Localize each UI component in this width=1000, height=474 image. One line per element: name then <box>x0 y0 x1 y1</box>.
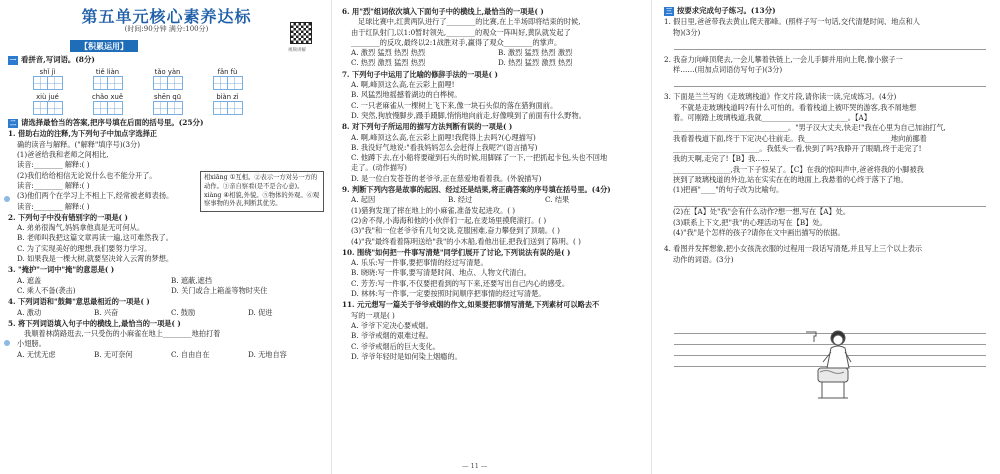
question-10: 10. 围绕"如何把一件事写清楚"同学们展开了讨论,下列说法有误的是( ) <box>342 247 571 257</box>
answer-line[interactable] <box>674 75 986 87</box>
left-column <box>0 0 332 474</box>
option[interactable]: A. 激烈 猛烈 热烈 热烈 <box>351 48 426 58</box>
option[interactable]: B. 晓晓:写一件事,要写清楚时间、地点、人物文代清白。 <box>351 268 531 278</box>
options-row <box>8 276 325 286</box>
option[interactable]: C. 芳芳:写一件事,不仅要把看到的写下来,还要写出自己内心的感受。 <box>351 278 570 288</box>
question-2: 2. 下列句子中没有错别字的一项是( ) <box>8 212 128 222</box>
question-text: 小翅膀。 <box>17 339 46 349</box>
section-1-header: 一 看拼音,写词语。(8分) <box>9 54 95 64</box>
option[interactable]: C. 热烈 激烈 猛烈 热烈 <box>351 58 426 68</box>
sentence-question-3: 3. 下面是兰兰写的《走玻璃栈道》作文片段,请你读一读,完成练习。(4分) <box>664 92 897 102</box>
pinyin-item: biàn zì <box>200 92 255 115</box>
options-row <box>342 195 645 205</box>
option[interactable]: A. 弟弟很淘气,妈妈拿他真是无可何从。 <box>17 223 145 233</box>
option[interactable]: A. 乐乐:写一件事,要把事情的经过写清楚。 <box>351 258 488 268</box>
option[interactable]: D. 促进 <box>248 307 273 317</box>
washbasin-icon <box>818 368 848 382</box>
options-row <box>8 308 325 318</box>
passage-line: 着。可刚踏上玻璃栈道,我就________________________。【A】 <box>673 113 871 123</box>
section-number-icon: 三 <box>665 6 673 15</box>
option[interactable]: B. 爷爷戒烟的艰难过程。 <box>351 331 433 341</box>
sub-question: (2)在【A】处"我"会有什么动作?想一想,写在【A】处。 <box>673 207 851 217</box>
answer-line[interactable] <box>674 195 986 207</box>
writing-grid[interactable] <box>20 76 75 90</box>
option[interactable]: B. 激烈 猛烈 热烈 激烈 <box>498 48 573 58</box>
sub-question: (4)"我"是个怎样的孩子?请你在文中画出描写的依据。 <box>673 228 845 238</box>
question-7: 7. 下列句子中运用了比喻的修辞手法的一项是( ) <box>342 69 498 79</box>
passage-line: 我的天啊,走完了!【B】我…… <box>673 154 770 164</box>
sentence-question-2: 2. 我奋力向峰顶爬去,一会儿攀着铁链上,一会儿手脚并用向上爬,像小猴子一 <box>664 54 903 64</box>
section-banner: 【积累运用】 <box>70 40 138 52</box>
section-2-header: 二 请选择最恰当的答案,把序号填在后面的括号里。(25分) <box>9 118 204 128</box>
section-number-icon: 一 <box>9 55 17 64</box>
options-row <box>8 350 325 360</box>
question-6: 6. 用"烈"组词依次填入下面句子中的横线上,最恰当的一项是( ) <box>342 7 544 16</box>
sentence-question-1: 1. 假日里,爸爸带我去黄山,爬天都峰。(照样子写一句话,交代清楚时间、地点和人 <box>664 17 920 27</box>
option[interactable]: A. 无忧无虑 <box>17 349 56 359</box>
question-text: 写的一项是( ) <box>351 310 395 320</box>
options-row <box>342 48 645 58</box>
option[interactable]: B. 兴奋 <box>94 307 119 317</box>
options-row <box>8 286 325 296</box>
question-text: 我顺着林荫路逛去,一只受伤的小麻雀在地上________地拍打着 <box>24 329 221 339</box>
answer-blank[interactable]: (2)舍不得,小海海和他的小伙伴们一起,在麦场里摸爬滚打。( ) <box>351 215 547 225</box>
option[interactable]: C. 一只老麻雀从一棵树上飞下来,像一块石头似的落在猎狗面前。 <box>351 100 558 110</box>
answer-line[interactable] <box>674 38 986 50</box>
pinyin-item: shēn qū <box>140 92 195 115</box>
question-text: 足球比赛中,红黄两队进行了________的比赛,在上半场即将结束的时候, <box>358 17 581 27</box>
section-number-icon: 二 <box>9 118 17 127</box>
option: A. 起因 <box>351 195 376 205</box>
option[interactable]: A. 激动 <box>17 307 42 317</box>
qr-caption: 视频讲解 <box>288 48 306 53</box>
answer-blank[interactable]: (3)"我"和一位老爷爷有几句交谈,克服困难,奋力攀登到了顶端。( ) <box>351 226 560 236</box>
option[interactable]: A. 啊,峰顶这么高,在云彩上面哩! <box>351 80 455 90</box>
page-subtitle: (时间:90分钟 满分:100分) <box>124 25 209 34</box>
option[interactable]: C. 为了实现美好的理想,我们要努力学习。 <box>17 243 152 253</box>
page-title: 第五单元核心素养达标 <box>81 7 252 26</box>
passage-line: 我看着栈道下面,终于下定决心往前走。我________________________地向前挪着 <box>673 133 927 143</box>
option: 走了。(动作描写) <box>351 163 407 173</box>
option[interactable]: B. 遮蔽,遮挡 <box>171 275 212 285</box>
option[interactable]: B. 风猛烈地摇撼着湖边的白桦树。 <box>351 90 462 100</box>
answer-blank[interactable]: (1)猎狗发现了摔在地上的小麻雀,准备发起进攻。( ) <box>351 205 516 215</box>
writing-grid[interactable] <box>200 76 255 90</box>
passage: 不就是走玻璃栈道吗?有什么可怕的。看着栈道上被吓哭的游客,我不屑地想 <box>680 102 917 112</box>
question-11: 11. 元元想写一篇关于爷爷戒烟的作文,如果要把事情写清楚,下列素材可以略去不 <box>342 300 600 310</box>
section-3-header: 三 按要求完成句子练习。(13分) <box>665 6 776 15</box>
option[interactable]: D. 无地自容 <box>248 349 287 359</box>
option[interactable]: D. 热烈 猛烈 激烈 热烈 <box>498 58 573 68</box>
option[interactable]: C. 他蹲下去,在小船将要碰到石头的时候,用脚踩了一下,一把抓起卡包,头也不回地 <box>351 153 608 163</box>
writing-grid[interactable] <box>140 76 195 90</box>
question-text: ________的反攻,最终以2:1战胜对手,赢得了观众________的掌声。 <box>351 37 562 47</box>
question-3: 3. "掩护"一词中"掩"的意思是( ) <box>8 265 115 275</box>
question-5: 5. 将下列词语填入句子中的横线上,最恰当的一项是( ) <box>8 318 181 328</box>
question-9: 9. 判断下列内容是故事的起因、经过还是结果,将正确答案的序号填在括号里。(4分) <box>342 185 611 195</box>
option[interactable]: D. 关门或合上箱盖等物时夹住 <box>171 285 268 295</box>
option: B. 经过 <box>448 195 473 205</box>
options-row <box>342 58 645 68</box>
answer-blank[interactable]: 读音:________ 解释:( ) <box>17 160 90 170</box>
question-8: 8. 对下列句子所运用的描写方法判断有误的一项是( ) <box>342 122 513 132</box>
option[interactable]: B. 老师叫我把这篇文章再读一遍,这可难然我了。 <box>17 233 173 243</box>
sub-question: (3)联系上下文,把"我"的心理活动写在【B】处。 <box>673 217 827 227</box>
option[interactable]: B. 我没好气地说:"看我妈妈怎么会赶得上我呢?"(语言描写) <box>351 142 538 152</box>
sentence-question-4: 4. 看图并发挥想象,把小女孩洗衣服的过程用一段话写清楚,并且写上三个以上表示 <box>664 244 923 254</box>
passage-line: ________________,我一下子惊呆了。【C】在我的惊叫声中,爸爸将我的小脚被我 <box>673 164 924 174</box>
writing-grid[interactable] <box>200 101 255 115</box>
option[interactable]: C. 乘人不备(袭击) <box>17 285 76 295</box>
answer-blank[interactable]: (4)"我"最终看着陈明送给"我"的小木船,看他出征,把我们送到了陈明。( ) <box>351 236 581 246</box>
option[interactable]: C. 鼓励 <box>171 307 196 317</box>
answer-blank[interactable]: 读音:________ 解释:( ) <box>17 180 90 190</box>
pinyin-row-2 <box>20 92 325 115</box>
question-4: 4. 下列词语和"鼓舞"意思最相近的一项是( ) <box>8 297 150 307</box>
option[interactable]: A. 遮盖 <box>17 275 42 285</box>
qr-code-icon[interactable] <box>290 22 312 44</box>
middle-column <box>334 0 652 474</box>
passage-line: ________________________________。"男子汉大丈夫,快走!"我在心里为自己加油打气, <box>673 123 946 133</box>
option[interactable]: D. 如果我是一棵大树,就要坚决耸入云霄的梦想。 <box>17 254 174 264</box>
pinyin-item: chǎo xuě <box>80 92 135 115</box>
pinyin-item: xiù jué <box>20 92 75 115</box>
writing-grid[interactable] <box>80 101 135 115</box>
faucet-icon <box>806 332 816 342</box>
option[interactable]: D. 爷爷年轻时是如何染上烟瘾的。 <box>351 351 462 361</box>
right-column: 三 按要求完成句子练习。(13分) 1. 假日里,爸爸带我去黄山,爬天都峰。(照样子写一句话,交代清楚时间、地点和人 物)(3分) 2. 我奋力向峰顶爬去,一会儿攀着铁链上,一会儿手脚并用向上爬,像小猴子一 样……(用加点词语仿写句子)(3分) 3. 下面是兰兰写的《走玻璃栈道》作文片段,请你读一读,完成练习。(4分) 不就是走玻璃栈道吗?有什么可怕的。看着栈道上被吓哭的游客,我不屑地想 着。可刚踏上玻璃栈道,我就________________________。【A】 ________________________________。"男子汉大丈夫,快走!"我在心里为自己加油打气, 我看着栈道下面,终于下定决心往前走。我________________________地向前挪着 ________________________。我低头一看,快到了吗?我睁开了眼睛,终于走完了! 我的天啊,走完了!【B】我…… ________________,我一下子惊呆了。【C】在我的惊叫声中,爸爸将我的小脚被我 挟到了玻璃栈道的外边,站在实实在在的地面上,我悬着的心终于落下了地。 (1)把画"____"的句子改为比喻句。 (2)在【A】处"我"会有什么动作?想一想,写在【A】处。 (3)联系上下文,把"我"的心理活动写在【B】处。 (4)"我"是个怎样的孩子?请你在文中画出描写的依据。 4. 看图并发挥想象,把小女孩洗衣服的过程用一段话写清楚,并且写上三个以上表示 动作的词语。(3分) <box>654 0 1000 474</box>
question-1: 1. 借助右边的注释,为下列句子中加点字选择正 确的读音与解释。("解释"填序号)(3分) (1)爸爸给我和老师之间相比, 读音:________ 解释:( ) (2)我们给给相信无论说什么也不能分开了。 读音:________ 解释:( ) (3)他们两个在学习上不相上下,经常被老师表扬。 读音:________ 解释:( ) <box>8 129 198 211</box>
pinyin-item: shǐ jì <box>20 67 75 90</box>
option[interactable]: A. 啊,峰顶这么高,在云彩上面哩!我爬得上去吗?(心理描写) <box>351 132 536 142</box>
option[interactable]: C. 爷爷戒烟后的巨大变化。 <box>351 341 440 351</box>
option[interactable]: B. 无可奈何 <box>94 349 133 359</box>
option[interactable]: D. 林林:写一件事,一定要按照时间顺序把事情的经过写清楚。 <box>351 289 546 299</box>
girl-washing-clothes-illustration <box>800 324 864 404</box>
annotation-box: 相xiāng ①互相。②表示一方对另一方的动作。③亲自察看(是不是合心意)。xiàng ④相貌,外貌。⑤物体的外观。⑥观察事物的外表,判断其优劣。 <box>200 171 324 212</box>
pinyin-item: tiě liàn <box>80 67 135 90</box>
page-number: — 11 — <box>462 462 488 470</box>
passage-line: ________________________。我低头一看,快到了吗?我睁开了眼睛,终于走完了! <box>673 143 922 153</box>
pinyin-item: tǎo yàn <box>140 67 195 90</box>
option[interactable]: A. 爷爷下定决心要戒烟。 <box>351 320 433 330</box>
writing-grid[interactable] <box>140 101 195 115</box>
sub-question: (1)把画"____"的句子改为比喻句。 <box>673 185 784 195</box>
writing-grid[interactable] <box>80 76 135 90</box>
option[interactable]: C. 自由自在 <box>171 349 210 359</box>
passage-line: 挟到了玻璃栈道的外边,站在实实在在的地面上,我悬着的心终于落下了地。 <box>673 174 908 184</box>
binding-hole-icon <box>4 196 10 202</box>
binding-hole-icon <box>4 340 10 346</box>
option: C. 结果 <box>545 195 570 205</box>
option[interactable]: D. 突然,狗放慢脚步,蹑手蹑脚,悄悄地向前走,好像嗅到了前面有什么野物。 <box>351 110 586 120</box>
writing-grid[interactable] <box>20 101 75 115</box>
answer-blank[interactable]: 读音:________ 解释:( ) <box>17 201 90 211</box>
question-text: 由于红队射门,以1:0暂时领先,________的观众一阵叫好,黄队就发起了 <box>351 27 571 37</box>
picture-area <box>664 265 986 323</box>
option[interactable]: D. 是一位白发苍苍的老爷爷,正在慈爱地看着我。(外貌描写) <box>351 173 542 183</box>
pinyin-row-1 <box>20 67 325 90</box>
pinyin-item: fǎn fù <box>200 67 255 90</box>
